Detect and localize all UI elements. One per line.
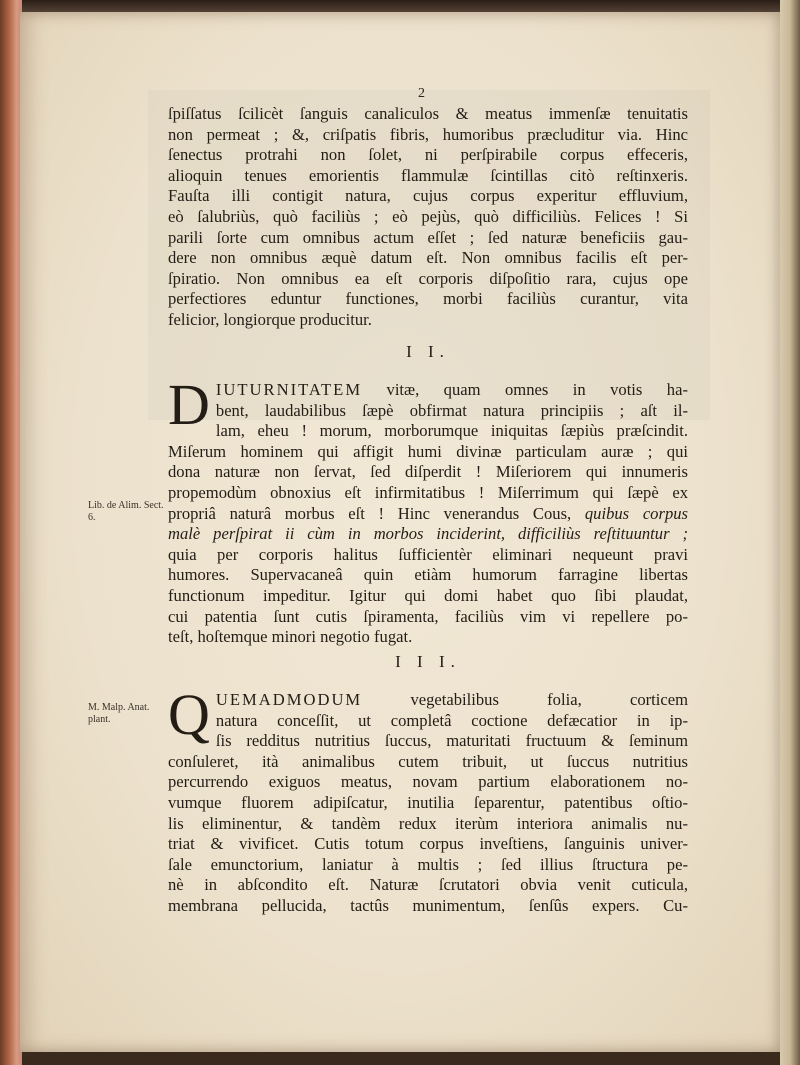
text-line: non permeat ; &, criſpatis fibris, humoribus præcluditur via. Hinc xyxy=(168,124,688,144)
book-binding xyxy=(0,0,22,1065)
text-line: parili ſorte cum omnibus actum eſſet ; ſed naturæ beneficiis gau- xyxy=(168,227,688,247)
text-line xyxy=(168,690,688,711)
text-fragment: vitæ, quam omnes in votis ha- xyxy=(362,380,688,399)
small-caps-word: IUTURNITATEM xyxy=(215,380,363,399)
text-line: cui patentia ſunt cutis ſpiramenta, faciliùs vim vi repellere po- xyxy=(168,606,688,626)
italic-quote-line: malè perſpirat ii cùm in morbos inciderint, difficiliùs reſtituuntur ; xyxy=(168,524,688,544)
text-line: ſale emunctorium, laniatur à multis ; ſed illius ſtructura pe- xyxy=(168,854,688,874)
text-line: dere non omnibus æquè datum eſt. Non omnibus facilis eſt per- xyxy=(168,248,688,268)
margin-note-2: M. Malp. Anat. plant. xyxy=(88,702,150,725)
small-caps-word: UEMADMODUM xyxy=(215,690,363,709)
text-line: nè in abſcondito eſt. Naturæ ſcrutatori obvia venit cuticula, xyxy=(168,875,688,895)
text-line: lis eliminentur, & tandèm redux iterùm interiora animalis nu- xyxy=(168,813,688,833)
text-line: perfectiores eduntur functiones, morbi faciliùs curantur, vita xyxy=(168,289,688,309)
text-line: percurrendo exiguos meatus, novam partium elaborationem no- xyxy=(168,772,688,792)
text-line: teſt, hoſtemque minori negotio fugat. xyxy=(168,627,413,647)
text-line: ſenectus protrahi non ſolet, ni perſpirabile corpus effeceris, xyxy=(168,145,688,165)
text-line: conſuleret, ità animalibus cutem tribuit, ut ſuccus nutritius xyxy=(168,751,688,771)
text-line: propemodùm obnoxius eſt infirmitatibus ! Miſerrimum qui ſæpè ex xyxy=(168,482,688,502)
drop-cap-q: Q xyxy=(168,682,210,747)
text-fragment: vegetabilibus folia, corticem xyxy=(362,690,688,709)
text-fragment: propriâ naturâ morbus eſt ! Hinc venerandus Cous, xyxy=(168,503,572,523)
text-line: functionum impeditur. Igitur qui domi habet quo ſibi plaudat, xyxy=(168,585,688,605)
text-line: vumque fluorem adipiſcatur, inutilia ſeparentur, patentibus oſtio- xyxy=(168,792,688,812)
section-heading-2: I I. xyxy=(406,342,450,361)
section-heading-3: I I I. xyxy=(395,652,461,671)
text-line: Miſerum hominem qui affigit humi divinæ particulam auræ ; qui xyxy=(168,441,688,461)
text-line: quia per corporis halitus ſufficientèr eliminari nequeunt pravi xyxy=(168,544,688,564)
text-line: membrana pellucida, tactûs munimentum, ſenſûs expers. Cu- xyxy=(168,895,688,915)
text-line: ſis redditus nutritius ſuccus, maturitati fructuum & ſeminum xyxy=(215,731,688,751)
section-2-body xyxy=(168,372,688,648)
drop-cap-d: D xyxy=(168,372,210,437)
page-edge xyxy=(780,0,800,1065)
text-line xyxy=(168,504,688,525)
text-line: alioquin tenues emorientis flammulæ ſcintillas citò reſtinxeris. xyxy=(168,165,688,185)
margin-note-1: Lib. de Alim. Sect. 6. xyxy=(88,500,164,523)
text-line: felicior, longiorque producitur. xyxy=(168,309,372,329)
text-line: Fauſta illi contigit natura, cujus corpus experitur effluvium, xyxy=(168,186,688,206)
text-line: ſpiſſatus ſcilicèt ſanguis canaliculos & meatus immenſæ tenuitatis xyxy=(168,104,688,123)
text-line xyxy=(168,380,688,401)
text-line: natura conceſſit, ut completâ coctione defæcatior in ip- xyxy=(215,710,688,730)
italic-quote: quibus corpus xyxy=(571,503,688,523)
text-line: bent, laudabilibus ſæpè obfirmat natura principiis ; aſt il- xyxy=(215,400,688,420)
section-3-body xyxy=(168,682,688,917)
text-line: dona naturæ non ſervat, ſed diſperdit ! Miſeriorem qui innumeris xyxy=(168,462,688,482)
text-line: lam, eheu ! morum, morborumque iniquitas ſæpiùs præſcindit. xyxy=(215,421,688,441)
paragraph-continuation xyxy=(168,104,688,331)
text-line: triat & vivificet. Cutis totum corpus inveſtiens, ſanguinis univer- xyxy=(168,834,688,854)
text-line: ſpiratio. Non omnibus ea eſt corporis diſpoſitio rara, cujus ope xyxy=(168,268,688,288)
text-line: eò ſalubriùs, quò faciliùs ; eò pejùs, quò difficiliùs. Felices ! Si xyxy=(168,206,688,226)
text-line: humores. Supervacaneâ quin etiàm humorum farragine libertas xyxy=(168,565,688,585)
page-number: 2 xyxy=(418,86,425,101)
